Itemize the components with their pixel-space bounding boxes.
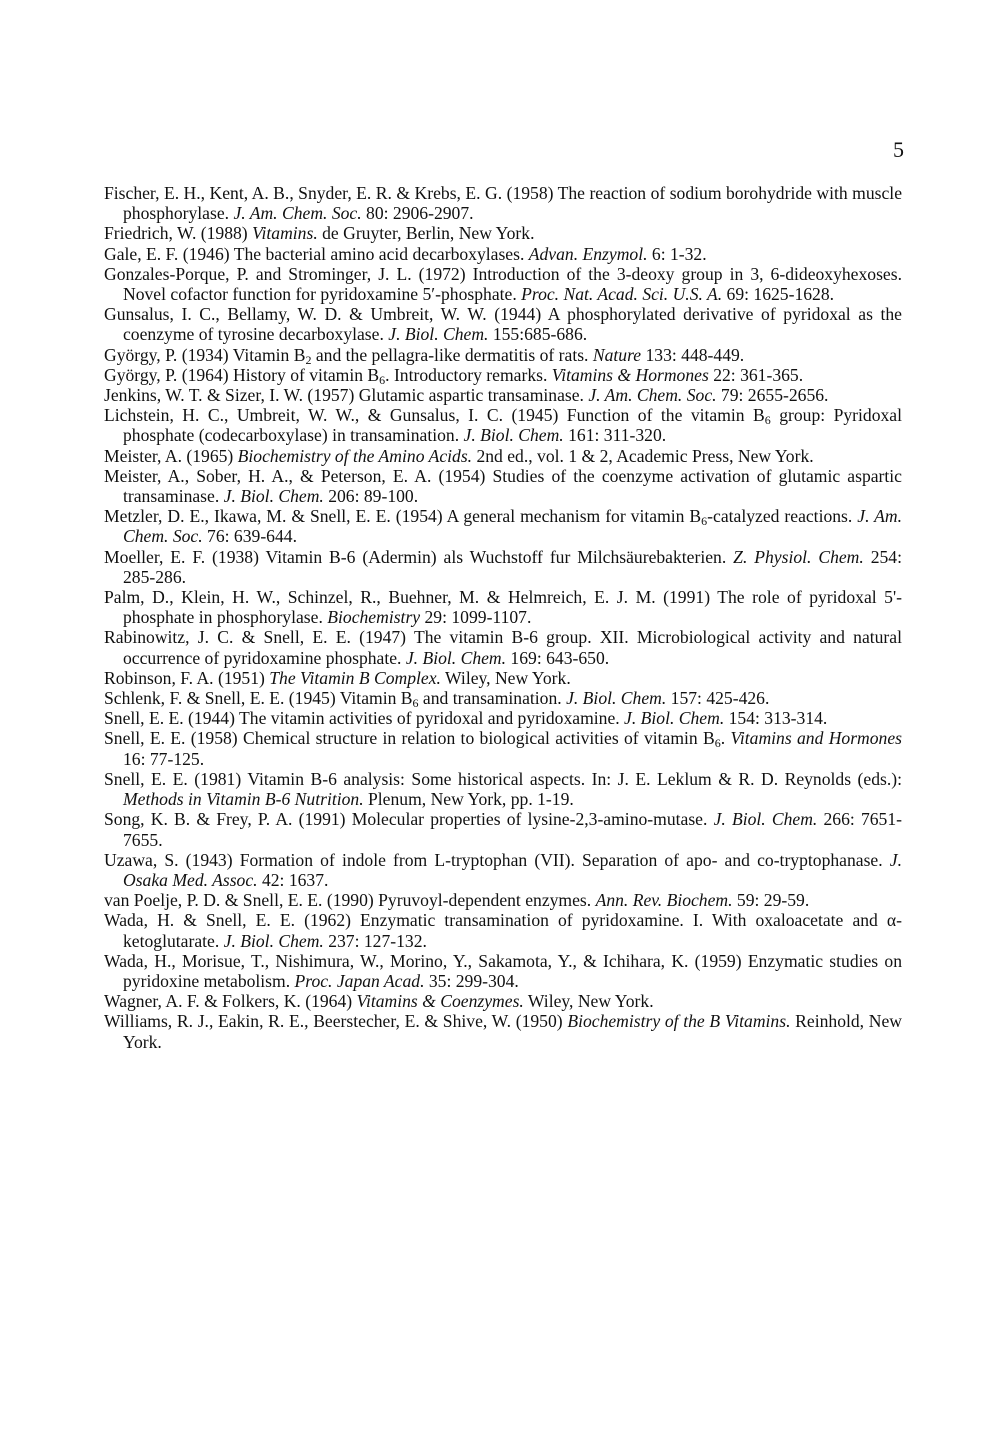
- reference-entry: [104, 728, 902, 768]
- reference-italic-text: J. Biol. Chem.: [223, 930, 324, 951]
- reference-entry: [104, 183, 902, 223]
- reference-entry: [104, 223, 902, 243]
- reference-italic-text: Methods in Vitamin B-6 Nutrition.: [123, 789, 364, 810]
- reference-subscript: 6: [764, 413, 771, 428]
- reference-text: 35: 299-304.: [424, 970, 519, 991]
- reference-text: 22: 361-365.: [708, 364, 804, 385]
- reference-subscript: 6: [714, 736, 721, 751]
- reference-text: 161: 311-320.: [563, 425, 667, 446]
- reference-entry: [104, 345, 902, 365]
- reference-text: Fischer, E. H., Kent, A. B., Snyder, E. R. & Krebs, E. G. (1958) The reaction of sodium borohydride with muscle phosphorylase.: [104, 183, 902, 224]
- reference-italic-text: J. Am. Chem. Soc.: [233, 203, 362, 224]
- reference-entry: [104, 304, 902, 344]
- reference-text: Wiley, New York.: [440, 667, 571, 688]
- reference-entry: [104, 991, 902, 1011]
- reference-entry: [104, 1011, 902, 1051]
- reference-text: 6: 1-32.: [647, 243, 707, 264]
- reference-italic-text: J. Biol. Chem.: [463, 425, 564, 446]
- reference-text: 157: 425-426.: [666, 688, 770, 709]
- reference-italic-text: Nature: [592, 344, 642, 365]
- reference-text: 266: 7651-7655.: [123, 809, 902, 850]
- reference-text: Lichstein, H. C., Umbreit, W. W., & Gunsalus, I. C. (1945) Function of the vitamin B: [104, 405, 765, 426]
- reference-text: Gale, E. F. (1946) The bacterial amino acid decarboxylases.: [104, 243, 529, 264]
- reference-entry: [104, 506, 902, 546]
- reference-text: van Poelje, P. D. & Snell, E. E. (1990) Pyruvoyl-dependent enzymes.: [104, 890, 596, 911]
- reference-entry: [104, 890, 902, 910]
- reference-italic-text: J. Biol. Chem.: [223, 486, 324, 507]
- reference-text: 2nd ed., vol. 1 & 2, Academic Press, New York.: [472, 445, 814, 466]
- reference-text: Schlenk, F. & Snell, E. E. (1945) Vitamin B: [104, 688, 413, 709]
- reference-text: group: Pyridoxal phosphate (codecarboxylase) in transamination.: [123, 405, 902, 446]
- reference-text: Moeller, E. F. (1938) Vitamin B-6 (Adermin) als Wuchstoff fur Milchsäurebakterien.: [104, 546, 734, 567]
- reference-italic-text: Vitamins.: [252, 223, 318, 244]
- reference-text: 69: 1625-1628.: [722, 284, 835, 305]
- reference-text: 59: 29-59.: [732, 890, 810, 911]
- reference-entry: [104, 951, 902, 991]
- reference-subscript: 6: [701, 514, 708, 529]
- reference-entry: [104, 587, 902, 627]
- reference-italic-text: Ann. Rev. Biochem.: [595, 890, 733, 911]
- reference-text: Metzler, D. E., Ikawa, M. & Snell, E. E. (1954) A general mechanism for vitamin B: [104, 506, 702, 527]
- reference-text: Plenum, New York, pp. 1-19.: [363, 789, 574, 810]
- reference-italic-text: Vitamins and Hormones: [730, 728, 902, 749]
- reference-entry: [104, 708, 902, 728]
- reference-text: de Gruyter, Berlin, New York.: [317, 223, 535, 244]
- reference-text: .: [720, 728, 731, 749]
- reference-italic-text: J. Biol. Chem.: [388, 324, 489, 345]
- reference-text: György, P. (1964) History of vitamin B: [104, 364, 380, 385]
- reference-text: Williams, R. J., Eakin, R. E., Beerstecher, E. & Shive, W. (1950): [104, 1011, 568, 1032]
- reference-entry: [104, 405, 902, 445]
- reference-subscript: 6: [412, 696, 419, 711]
- reference-entry: [104, 769, 902, 809]
- reference-text: Meister, A., Sober, H. A., & Peterson, E. A. (1954) Studies of the coenzyme activation of glutamic aspartic transaminase.: [104, 465, 902, 507]
- reference-entry: [104, 547, 902, 587]
- reference-text: Wagner, A. F. & Folkers, K. (1964): [104, 991, 357, 1012]
- reference-subscript: 6: [379, 372, 386, 387]
- reference-list: [104, 183, 902, 1052]
- reference-italic-text: J. Osaka Med. Assoc.: [123, 849, 902, 890]
- reference-italic-text: J. Am. Chem. Soc.: [123, 506, 902, 547]
- reference-text: Palm, D., Klein, H. W., Schinzel, R., Buehner, M. & Helmreich, E. J. M. (1991) The role of pyridoxal 5'-phosphate in phosphorylase.: [104, 587, 902, 628]
- reference-italic-text: Proc. Nat. Acad. Sci. U.S. A.: [521, 284, 723, 305]
- reference-text: and transamination.: [418, 688, 567, 709]
- reference-text: . Introductory remarks.: [385, 364, 552, 385]
- reference-text: Meister, A. (1965): [104, 445, 238, 466]
- page-number: 5: [893, 137, 904, 162]
- reference-text: Reinhold, New York.: [123, 1011, 902, 1052]
- reference-text: -catalyzed reactions.: [707, 506, 858, 527]
- reference-entry: [104, 244, 902, 264]
- reference-entry: [104, 627, 902, 667]
- reference-italic-text: J. Biol. Chem.: [405, 647, 507, 668]
- reference-entry: [104, 688, 902, 711]
- reference-text: Jenkins, W. T. & Sizer, I. W. (1957) Glutamic aspartic transaminase.: [104, 385, 589, 406]
- reference-text: 76: 639-644.: [202, 526, 297, 547]
- reference-italic-text: Biochemistry of the B Vitamins.: [567, 1011, 791, 1032]
- reference-italic-text: J. Biol. Chem.: [624, 708, 725, 729]
- reference-text: 29: 1099-1107.: [420, 607, 532, 628]
- reference-text: 42: 1637.: [257, 869, 329, 890]
- reference-italic-text: J. Am. Chem. Soc.: [588, 385, 717, 406]
- reference-text: 169: 643-650.: [506, 647, 610, 668]
- reference-text: 254: 285-286.: [123, 546, 902, 587]
- reference-text: 16: 77-125.: [123, 748, 205, 769]
- reference-text: 154: 313-314.: [724, 708, 828, 729]
- reference-entry: [104, 264, 902, 304]
- reference-entry: [104, 850, 902, 890]
- reference-text: 237: 127-132.: [323, 930, 427, 951]
- reference-text: Wiley, New York.: [523, 991, 654, 1012]
- reference-text: and the pellagra-like dermatitis of rats.: [311, 344, 593, 365]
- reference-text: Rabinowitz, J. C. & Snell, E. E. (1947) The vitamin B-6 group. XII. Microbiological activity and natural occurrence of pyridoxamine phosphate.: [104, 627, 902, 668]
- reference-text: 79: 2655-2656.: [716, 385, 829, 406]
- reference-text: Snell, E. E. (1958) Chemical structure in relation to biological activities of vitamin B: [104, 728, 715, 749]
- reference-entry: [104, 385, 902, 405]
- reference-text: Uzawa, S. (1943) Formation of indole from L-tryptophan (VII). Separation of apo- and co-tryptophanase.: [104, 849, 890, 870]
- reference-text: 80: 2906-2907.: [361, 203, 474, 224]
- reference-entry: [104, 446, 902, 466]
- reference-italic-text: Biochemistry of the Amino Acids.: [237, 445, 473, 466]
- reference-text: Gunsalus, I. C., Bellamy, W. D. & Umbreit, W. W. (1944) A phosphorylated derivative of pyridoxal as the coenzyme of tyrosine decarboxylase.: [104, 304, 902, 345]
- reference-text: Friedrich, W. (1988): [104, 223, 253, 244]
- reference-entry: [104, 668, 902, 688]
- reference-italic-text: Proc. Japan Acad.: [294, 970, 425, 991]
- reference-text: Robinson, F. A. (1951): [104, 667, 270, 688]
- reference-italic-text: J. Biol. Chem.: [713, 809, 818, 830]
- reference-entry: [104, 466, 902, 506]
- reference-text: Wada, H., Morisue, T., Nishimura, W., Morino, Y., Sakamota, Y., & Ichihara, K. (1959) Enzymatic studies on pyridoxine metabolism.: [104, 950, 902, 991]
- reference-text: Wada, H. & Snell, E. E. (1962) Enzymatic transamination of pyridoxamine. I. With oxaloacetate and α-ketoglutarate.: [104, 910, 902, 951]
- reference-entry: [104, 365, 902, 385]
- reference-subscript: 2: [305, 352, 312, 367]
- reference-italic-text: Vitamins & Coenzymes.: [356, 991, 524, 1012]
- reference-italic-text: Advan. Enzymol.: [528, 243, 648, 264]
- reference-text: György, P. (1934) Vitamin B: [104, 344, 306, 365]
- reference-text: Snell, E. E. (1981) Vitamin B-6 analysis: Some historical aspects. In: J. E. Leklum & R. D. Reynolds (eds.):: [104, 768, 902, 789]
- reference-text: 133: 448-449.: [641, 344, 745, 365]
- reference-italic-text: Z. Physiol. Chem.: [733, 546, 864, 567]
- reference-italic-text: Vitamins & Hormones: [551, 364, 709, 385]
- reference-text: 206: 89-100.: [323, 486, 419, 507]
- reference-italic-text: J. Biol. Chem.: [566, 688, 667, 709]
- reference-text: Gonzales-Porque, P. and Strominger, J. L. (1972) Introduction of the 3-deoxy group in 3, 6-dideoxyhexoses. Novel cofactor function for pyridoxamine 5′-phosphate.: [104, 263, 902, 305]
- reference-text: 155:685-686.: [488, 324, 588, 345]
- reference-italic-text: The Vitamin B Complex.: [269, 667, 441, 688]
- reference-entry: [104, 809, 902, 849]
- reference-text: Snell, E. E. (1944) The vitamin activities of pyridoxal and pyridoxamine.: [104, 708, 625, 729]
- reference-entry: [104, 910, 902, 950]
- reference-italic-text: Biochemistry: [327, 607, 421, 628]
- reference-text: Song, K. B. & Frey, P. A. (1991) Molecular properties of lysine-2,3-amino-mutase.: [104, 809, 714, 830]
